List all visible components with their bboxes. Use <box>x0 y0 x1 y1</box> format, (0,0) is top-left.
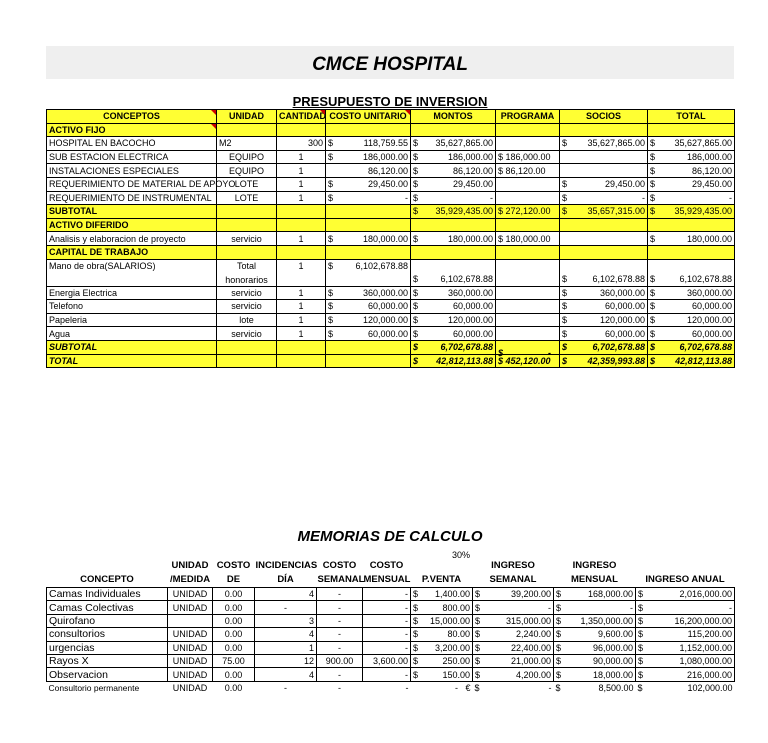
header-ingreso-semanal[interactable]: INGRESO SEMANAL <box>489 560 537 585</box>
cell-unidad[interactable]: servicio <box>217 300 277 314</box>
cell-cantidad[interactable]: 1 <box>277 191 326 205</box>
cell-montos[interactable]: $ 186,000.00 <box>411 150 496 164</box>
cell-montos[interactable]: $ 60,000.00 <box>411 300 496 314</box>
cell-unidad[interactable]: M2 <box>217 137 277 151</box>
cell-total[interactable]: $ 360,000.00 <box>648 286 735 300</box>
table-row <box>47 137 735 151</box>
table-row <box>47 259 735 286</box>
cell-socios[interactable]: $ 35,627,865.00 <box>560 137 648 151</box>
cell-programa[interactable] <box>496 191 560 205</box>
cell-montos[interactable]: $ 29,450.00 <box>411 177 496 191</box>
header-costo-semanal[interactable]: COSTO SEMANAL <box>317 560 365 585</box>
title-banner <box>46 46 734 79</box>
table-row <box>47 300 735 314</box>
table-row <box>47 150 735 164</box>
cell-unidad[interactable]: UNIDAD <box>168 654 213 667</box>
cell-costo-mensual[interactable]: 3,600.00 <box>363 654 411 667</box>
cell-socios[interactable]: $ 360,000.00 <box>560 286 648 300</box>
cell-unidad[interactable]: servicio <box>217 232 277 246</box>
cell-costo-mensual[interactable]: - <box>405 682 409 693</box>
cell-montos[interactable]: $ 6,102,678.88 <box>411 259 496 286</box>
section-row <box>47 245 735 259</box>
cell-total[interactable]: $ 29,450.00 <box>648 177 735 191</box>
cell-concepto[interactable]: Quirofano <box>47 614 168 627</box>
cell-total[interactable]: $ 60,000.00 <box>648 327 735 341</box>
cell-cantidad[interactable]: 1 <box>277 259 326 286</box>
header-ingreso-anual[interactable]: INGRESO ANUAL <box>645 574 725 585</box>
cell-socios[interactable]: $ 42,359,993.88 <box>560 354 648 368</box>
cell-concepto[interactable]: SUBTOTAL <box>47 205 217 219</box>
header-pventa[interactable]: P.VENTA <box>421 574 462 585</box>
header-socios[interactable]: SOCIOS <box>560 110 648 124</box>
cell-concepto[interactable]: HOSPITAL EN BACOCHO <box>47 137 217 151</box>
cell-montos[interactable]: $ 35,929,435.00 <box>411 205 496 219</box>
cell-montos[interactable]: $ 60,000.00 <box>411 327 496 341</box>
header-incidencias[interactable]: INCIDENCIAS DÍA <box>255 560 318 585</box>
cell-total[interactable]: $ 120,000.00 <box>648 313 735 327</box>
cell-programa[interactable] <box>496 259 560 286</box>
cell-ingreso-mensual[interactable]: $ 8,500.00 <box>555 682 634 693</box>
table-row <box>47 628 735 641</box>
cell-costo-semanal[interactable]: - <box>317 668 363 681</box>
cell-incidencias[interactable]: - <box>255 601 317 614</box>
cell-montos[interactable]: $ 42,812,113.88 <box>411 354 496 368</box>
cell-costo-semanal[interactable]: - <box>338 682 341 693</box>
cell-incidencias[interactable]: 12 <box>255 654 317 667</box>
cell-ingreso-semanal[interactable]: $ 2,240.00 <box>473 628 554 641</box>
cell-costo[interactable]: 0.00 <box>224 682 243 693</box>
cell-concepto[interactable]: Telefono <box>47 300 217 314</box>
cell-cantidad[interactable]: 1 <box>277 327 326 341</box>
cell-unidad[interactable]: UNIDAD <box>172 682 208 693</box>
table-row <box>47 588 735 601</box>
cell-total[interactable]: $ 35,929,435.00 <box>648 205 735 219</box>
cell-total[interactable]: $ 86,120.00 <box>648 164 735 178</box>
cell-socios[interactable]: $ 35,657,315.00 <box>560 205 648 219</box>
header-cantidad[interactable]: CANTIDAD <box>277 110 326 124</box>
cell-pventa[interactable]: $ 250.00 <box>411 654 473 667</box>
cell-cantidad[interactable]: 300 <box>277 137 326 151</box>
cell-costo-semanal[interactable]: - <box>317 601 363 614</box>
cell-unidad[interactable]: LOTE <box>217 191 277 205</box>
table-row <box>47 641 735 654</box>
cell-costo[interactable]: 0.00 <box>213 668 255 681</box>
cell-cantidad[interactable]: 1 <box>277 313 326 327</box>
cell-ingreso-semanal[interactable]: $ 39,200.00 <box>473 588 554 601</box>
cell-socios[interactable] <box>560 150 648 164</box>
cell-ingreso-mensual[interactable]: $ - <box>554 601 636 614</box>
cell-costo[interactable]: $ - <box>326 191 411 205</box>
cell-unidad[interactable]: UNIDAD <box>168 641 213 654</box>
cell-pventa[interactable]: $ 3,200.00 <box>411 641 473 654</box>
cell-ingreso-mensual[interactable]: $ 90,000.00 <box>554 654 636 667</box>
table-row <box>47 164 735 178</box>
cell-ingreso-anual[interactable]: $ 1,080,000.00 <box>636 654 735 667</box>
cell-costo-mensual[interactable]: - <box>363 588 411 601</box>
cell-ingreso-anual[interactable]: $ 2,016,000.00 <box>636 588 735 601</box>
cell-concepto[interactable]: Energia Electrica <box>47 286 217 300</box>
cell-costo[interactable]: 0.00 <box>213 588 255 601</box>
cell-incidencias[interactable]: 3 <box>255 614 317 627</box>
header-unidad-medida[interactable]: UNIDAD /MEDIDA <box>169 560 211 585</box>
cell-ingreso-anual[interactable]: $ 102,000.00 <box>637 682 733 693</box>
cell-concepto[interactable]: urgencias <box>47 641 168 654</box>
cell-incidencias[interactable]: 4 <box>255 628 317 641</box>
cell-ingreso-mensual[interactable]: $ 18,000.00 <box>554 668 636 681</box>
memorias-header-row <box>47 559 735 588</box>
cell-concepto[interactable]: Consultorio permanente <box>48 682 140 693</box>
cell-ingreso-mensual[interactable]: $ 1,350,000.00 <box>554 614 636 627</box>
header-ingreso-mensual[interactable]: INGRESO MENSUAL <box>571 560 618 585</box>
section-row <box>47 123 735 137</box>
cell-ingreso-semanal[interactable]: $ 4,200.00 <box>473 668 554 681</box>
cell-ingreso-semanal[interactable]: $ - <box>474 682 552 693</box>
cell-ingreso-mensual[interactable]: $ 9,600.00 <box>554 628 636 641</box>
cell-ingreso-semanal[interactable]: $ 21,000.00 <box>473 654 554 667</box>
header-costo-mensual[interactable]: COSTO MENSUAL <box>363 560 411 585</box>
cell-unidad[interactable] <box>168 614 213 627</box>
section-capital-trabajo[interactable]: CAPITAL DE TRABAJO <box>47 245 217 259</box>
cell-socios[interactable]: $ 60,000.00 <box>560 327 648 341</box>
cell-costo-semanal[interactable]: - <box>317 588 363 601</box>
cell-ingreso-anual[interactable]: $ 115,200.00 <box>636 628 735 641</box>
cell-programa[interactable] <box>496 286 560 300</box>
table-row <box>47 681 735 694</box>
cell-incidencias[interactable]: 4 <box>255 588 317 601</box>
cell-programa[interactable] <box>496 300 560 314</box>
cell-concepto[interactable]: INSTALACIONES ESPECIALES <box>47 164 217 178</box>
cell-pventa[interactable]: $ 80.00 <box>411 628 473 641</box>
table-row <box>47 191 735 205</box>
cell-programa[interactable] <box>496 327 560 341</box>
table-row <box>47 668 735 681</box>
cell-unidad[interactable]: Total honorarios <box>217 259 277 286</box>
table-row <box>47 232 735 246</box>
cell-costo[interactable]: 86,120.00 <box>326 164 411 178</box>
cell-unidad[interactable]: EQUIPO <box>217 164 277 178</box>
cell-programa[interactable]: $ 452,120.00 <box>496 354 560 368</box>
cell-programa[interactable]: $ 180,000.00 <box>496 232 560 246</box>
cell-costo[interactable]: 0.00 <box>213 614 255 627</box>
cell-costo[interactable]: $ 60,000.00 <box>326 300 411 314</box>
header-costo-unitario[interactable]: COSTO UNITARIO <box>326 110 411 124</box>
percent-label: 30% <box>452 550 471 560</box>
cell-unidad[interactable]: servicio <box>217 286 277 300</box>
cell-montos[interactable]: $ 35,627,865.00 <box>411 137 496 151</box>
header-concepto[interactable]: CONCEPTO <box>80 574 134 585</box>
cell-concepto[interactable]: Papeleria <box>47 313 217 327</box>
cell-ingreso-anual[interactable]: $ 1,152,000.00 <box>636 641 735 654</box>
cell-montos[interactable]: $ 180,000.00 <box>411 232 496 246</box>
cell-costo[interactable]: $ 60,000.00 <box>326 327 411 341</box>
cell-ingreso-anual[interactable]: $ 16,200,000.00 <box>636 614 735 627</box>
cell-total[interactable]: $ 60,000.00 <box>648 300 735 314</box>
comment-marker-icon <box>320 110 325 115</box>
cell-programa[interactable]: $ 86,120.00 <box>496 164 560 178</box>
cell-ingreso-semanal[interactable]: $ 315,000.00 <box>473 614 554 627</box>
cell-unidad[interactable]: UNIDAD <box>168 628 213 641</box>
comment-marker-icon <box>405 110 410 115</box>
total-row <box>47 354 735 368</box>
cell-socios[interactable]: $ 6,102,678.88 <box>560 259 648 286</box>
cell-concepto[interactable]: Mano de obra(SALARIOS) <box>47 259 217 286</box>
cell-programa[interactable] <box>496 137 560 151</box>
cell-ingreso-mensual[interactable]: $ 168,000.00 <box>554 588 636 601</box>
cell-concepto[interactable]: Camas Colectivas <box>47 601 168 614</box>
cell-costo-mensual[interactable]: - <box>363 628 411 641</box>
table-row <box>47 286 735 300</box>
cell-pventa[interactable]: $ 15,000.00 <box>411 614 473 627</box>
header-montos[interactable]: MONTOS <box>411 110 496 124</box>
cell-cantidad[interactable]: 1 <box>277 300 326 314</box>
cell-concepto[interactable]: SUB ESTACION ELECTRICA <box>47 150 217 164</box>
comment-marker-icon <box>211 110 216 115</box>
header-costo[interactable]: COSTO DE <box>216 560 251 585</box>
cell-costo-semanal[interactable]: 900.00 <box>317 654 363 667</box>
cell-costo[interactable]: $ 360,000.00 <box>326 286 411 300</box>
page-title: CMCE HOSPITAL <box>312 54 468 75</box>
cell-concepto[interactable]: REQUERIMIENTO DE MATERIAL DE APOYO <box>47 177 217 191</box>
cell-socios[interactable]: $ 6,702,678.88 <box>560 340 648 354</box>
section-activo-diferido[interactable]: ACTIVO DIFERIDO <box>47 218 217 232</box>
cell-ingreso-semanal[interactable]: $ 22,400.00 <box>473 641 554 654</box>
cell-socios[interactable] <box>560 164 648 178</box>
cell-unidad[interactable]: servicio <box>217 327 277 341</box>
cell-costo-semanal[interactable]: - <box>317 614 363 627</box>
table-row <box>47 327 735 341</box>
cell-pventa[interactable]: $ 800.00 <box>411 601 473 614</box>
cell-montos[interactable]: $ - <box>411 191 496 205</box>
cell-costo[interactable]: $ 29,450.00 <box>326 177 411 191</box>
cell-total[interactable]: $ 35,627,865.00 <box>648 137 735 151</box>
comment-marker-icon <box>211 124 216 129</box>
cell-programa[interactable]: $ 186,000.00 <box>496 150 560 164</box>
cell-socios[interactable] <box>560 232 648 246</box>
cell-total[interactable]: $ - <box>648 191 735 205</box>
cell-total[interactable]: $ 6,702,678.88 <box>648 340 735 354</box>
memorias-table <box>46 559 735 694</box>
cell-concepto[interactable]: Camas Individuales <box>47 588 168 601</box>
cell-costo-mensual[interactable]: - <box>363 614 411 627</box>
cell-programa[interactable]: $ 272,120.00 <box>496 205 560 219</box>
header-programa[interactable]: PROGRAMA <box>496 110 560 124</box>
cell-concepto[interactable]: Analisis y elaboracion de proyecto <box>47 232 217 246</box>
memorias-title: MEMORIAS DE CALCULO <box>297 528 483 545</box>
cell-unidad[interactable]: EQUIPO <box>217 150 277 164</box>
cell-ingreso-semanal[interactable]: $ - <box>473 601 554 614</box>
cell-cantidad[interactable]: 1 <box>277 177 326 191</box>
cell-costo-mensual[interactable]: - <box>363 641 411 654</box>
section-activo-fijo[interactable]: ACTIVO FIJO <box>47 123 217 137</box>
cell-costo-semanal[interactable]: - <box>317 641 363 654</box>
cell-costo[interactable]: $ 118,759.55 <box>326 137 411 151</box>
header-unidad[interactable]: UNIDAD <box>217 110 277 124</box>
table-row <box>47 614 735 627</box>
section-row <box>47 218 735 232</box>
cell-concepto[interactable]: REQUERIMIENTO DE INSTRUMENTAL <box>47 191 217 205</box>
cell-unidad[interactable]: LOTE <box>217 177 277 191</box>
cell-montos[interactable]: $ 360,000.00 <box>411 286 496 300</box>
table-row <box>47 313 735 327</box>
cell-costo[interactable]: 0.00 <box>213 628 255 641</box>
table-row <box>47 177 735 191</box>
cell-socios[interactable]: $ 60,000.00 <box>560 300 648 314</box>
cell-incidencias[interactable]: 4 <box>255 668 317 681</box>
subtotal-row <box>47 205 735 219</box>
cell-montos[interactable]: $ 120,000.00 <box>411 313 496 327</box>
header-total[interactable]: TOTAL <box>648 110 735 124</box>
cell-montos[interactable]: $ 86,120.00 <box>411 164 496 178</box>
cell-unidad[interactable]: UNIDAD <box>168 601 213 614</box>
cell-concepto[interactable]: consultorios <box>47 628 168 641</box>
budget-header-row <box>47 110 735 124</box>
cell-socios[interactable]: $ 29,450.00 <box>560 177 648 191</box>
cell-ingreso-mensual[interactable]: $ 96,000.00 <box>554 641 636 654</box>
cell-pventa[interactable]: $ 1,400.00 <box>411 588 473 601</box>
cell-concepto[interactable]: TOTAL <box>47 354 217 368</box>
cell-socios[interactable]: $ 120,000.00 <box>560 313 648 327</box>
cell-costo[interactable]: $ 180,000.00 <box>326 232 411 246</box>
cell-concepto[interactable]: Agua <box>47 327 217 341</box>
cell-costo[interactable]: $ 186,000.00 <box>326 150 411 164</box>
cell-total[interactable]: $ 6,102,678.88 <box>648 259 735 286</box>
cell-total[interactable]: $ 186,000.00 <box>648 150 735 164</box>
cell-costo-mensual[interactable]: - <box>363 601 411 614</box>
cell-costo[interactable]: $ 120,000.00 <box>326 313 411 327</box>
cell-ingreso-anual[interactable]: $ 216,000.00 <box>636 668 735 681</box>
cell-socios[interactable]: $ - <box>560 191 648 205</box>
header-conceptos[interactable]: CONCEPTOS <box>47 110 217 124</box>
cell-costo-semanal[interactable]: - <box>317 628 363 641</box>
cell-concepto[interactable]: SUBTOTAL <box>47 340 217 354</box>
cell-costo[interactable]: $ 6,102,678.88 <box>326 259 411 286</box>
cell-costo-mensual[interactable]: - <box>363 668 411 681</box>
cell-total[interactable]: $ 42,812,113.88 <box>648 354 735 368</box>
cell-incidencias[interactable]: - <box>284 682 287 693</box>
subtotal-row <box>47 340 735 354</box>
cell-programa[interactable]: $ - <box>496 340 560 354</box>
budget-title: PRESUPUESTO DE INVERSION <box>292 94 488 109</box>
cell-programa[interactable] <box>496 177 560 191</box>
cell-total[interactable]: $ 180,000.00 <box>648 232 735 246</box>
cell-concepto[interactable]: Observacion <box>47 668 168 681</box>
table-row <box>47 601 735 614</box>
cell-incidencias[interactable]: 1 <box>255 641 317 654</box>
cell-costo[interactable]: 75.00 <box>213 654 255 667</box>
cell-costo[interactable]: 0.00 <box>213 641 255 654</box>
cell-unidad[interactable]: UNIDAD <box>168 588 213 601</box>
cell-ingreso-anual[interactable]: $ - <box>636 601 735 614</box>
cell-costo[interactable]: 0.00 <box>213 601 255 614</box>
cell-pventa[interactable]: $ 150.00 <box>411 668 473 681</box>
cell-concepto[interactable]: Rayos X <box>47 654 168 667</box>
cell-cantidad[interactable]: 1 <box>277 150 326 164</box>
cell-cantidad[interactable]: 1 <box>277 232 326 246</box>
cell-cantidad[interactable]: 1 <box>277 164 326 178</box>
cell-pventa[interactable]: - € <box>454 682 471 693</box>
cell-programa[interactable] <box>496 313 560 327</box>
cell-montos[interactable]: $ 6,702,678.88 <box>411 340 496 354</box>
budget-table <box>46 109 735 368</box>
cell-unidad[interactable]: UNIDAD <box>168 668 213 681</box>
cell-cantidad[interactable]: 1 <box>277 286 326 300</box>
table-row <box>47 654 735 667</box>
cell-unidad[interactable]: lote <box>217 313 277 327</box>
